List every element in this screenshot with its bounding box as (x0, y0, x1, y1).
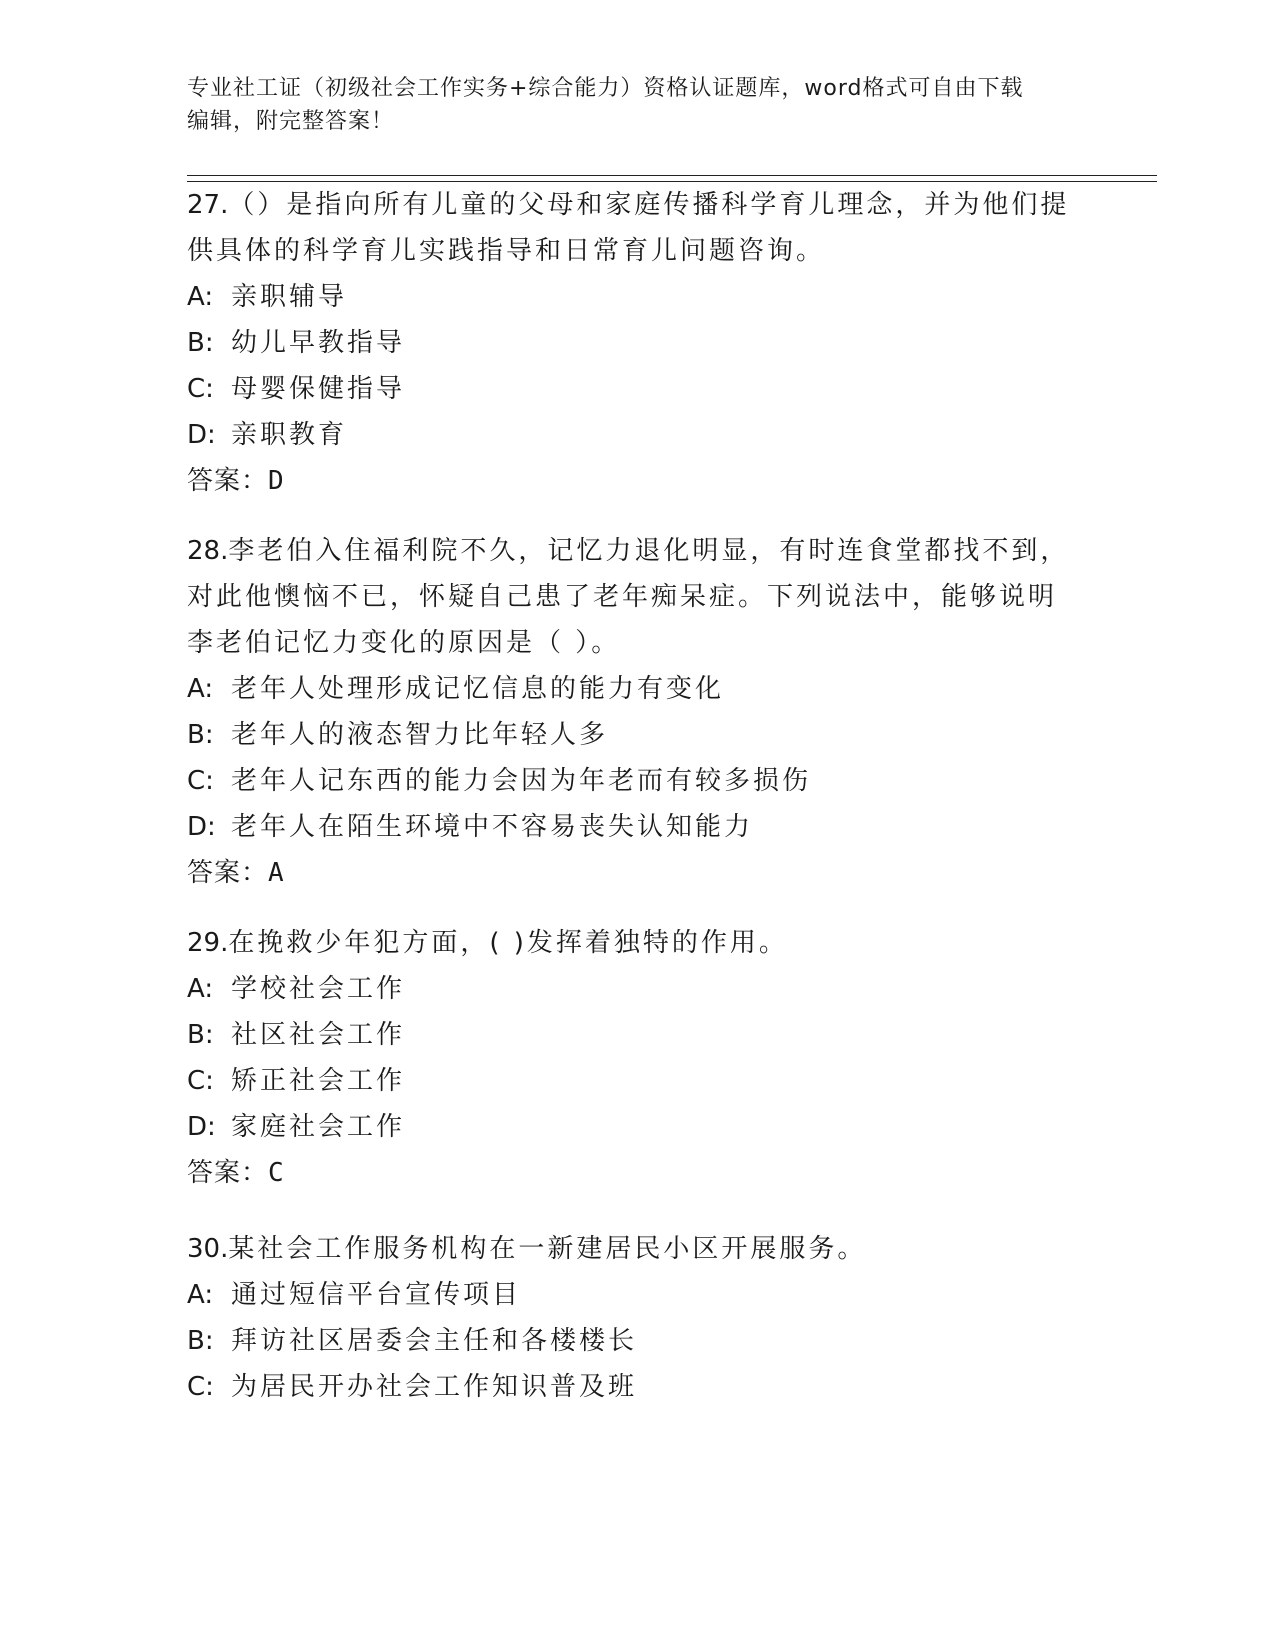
option-a (187, 966, 1087, 1012)
answer-line (187, 1150, 1087, 1196)
option-letter: B: (187, 720, 214, 750)
answer-label: 答案： (187, 466, 269, 496)
option-letter: B: (187, 328, 214, 358)
stem-line-3: 李老伯记忆力变化的原因是（ ）。 (187, 628, 621, 658)
option-letter: A: (187, 1280, 214, 1310)
answer-value: A (268, 858, 285, 888)
option-c (187, 758, 1087, 804)
header-divider-top (187, 175, 1157, 176)
option-text: 矫正社会工作 (231, 1066, 406, 1096)
option-d (187, 1104, 1087, 1150)
option-letter: C: (187, 1066, 214, 1096)
option-a (187, 666, 1087, 712)
stem-line-1 (187, 528, 1087, 574)
option-letter: D: (187, 1112, 216, 1142)
stem-line-2: 对此他懊恼不已，怀疑自己患了老年痴呆症。下列说法中，能够说明 (187, 582, 1058, 612)
question-30 (187, 1226, 1087, 1410)
option-letter: D: (187, 812, 216, 842)
option-letter: D: (187, 420, 216, 450)
option-a (187, 1272, 1087, 1318)
option-text: 亲职辅导 (231, 282, 348, 312)
answer-value: C (268, 1158, 285, 1188)
option-b (187, 712, 1087, 758)
option-d (187, 412, 1087, 458)
option-text: 老年人的液态智力比年轻人多 (231, 720, 609, 750)
option-text: 拜访社区居委会主任和各楼楼长 (231, 1326, 638, 1356)
stem-text: 李老伯入住福利院不久，记忆力退化明显，有时连食堂都找不到， (228, 536, 1070, 566)
stem-line-1 (187, 182, 1087, 228)
option-letter: C: (187, 1372, 214, 1402)
question-stem (187, 182, 1087, 274)
header-line-1: 专业社工证（初级社会工作实务+综合能力）资格认证题库，word格式可自由下载 (187, 76, 1024, 101)
question-stem (187, 528, 1087, 666)
question-stem (187, 920, 1087, 966)
option-c (187, 1364, 1087, 1410)
option-text: 老年人记东西的能力会因为年老而有较多损伤 (231, 766, 812, 796)
question-number: 27. (187, 190, 229, 220)
option-text: 通过短信平台宣传项目 (231, 1280, 522, 1310)
option-c (187, 366, 1087, 412)
stem-text: （）是指向所有儿童的父母和家庭传播科学育儿理念，并为他们提 (228, 190, 1070, 220)
option-text: 为居民开办社会工作知识普及班 (231, 1372, 638, 1402)
stem-line-1 (187, 1226, 1087, 1272)
option-text: 老年人在陌生环境中不容易丧失认知能力 (231, 812, 754, 842)
option-c (187, 1058, 1087, 1104)
option-text: 学校社会工作 (231, 974, 406, 1004)
option-b (187, 1012, 1087, 1058)
option-letter: A: (187, 974, 214, 1004)
option-letter: B: (187, 1020, 214, 1050)
answer-label: 答案： (187, 858, 269, 888)
option-letter: C: (187, 374, 214, 404)
option-letter: A: (187, 674, 214, 704)
option-text: 幼儿早教指导 (231, 328, 406, 358)
stem-line-1 (187, 920, 1087, 966)
question-number: 30. (187, 1234, 229, 1264)
option-b (187, 320, 1087, 366)
option-text: 社区社会工作 (231, 1020, 406, 1050)
answer-line (187, 850, 1087, 896)
question-stem (187, 1226, 1087, 1272)
option-letter: C: (187, 766, 214, 796)
stem-line-2: 供具体的科学育儿实践指导和日常育儿问题咨询。 (187, 236, 826, 266)
option-d (187, 804, 1087, 850)
question-number: 28. (187, 536, 229, 566)
stem-text: 某社会工作服务机构在一新建居民小区开展服务。 (228, 1234, 867, 1264)
question-28 (187, 528, 1087, 896)
option-text: 母婴保健指导 (231, 374, 406, 404)
question-27 (187, 182, 1087, 504)
answer-line (187, 458, 1087, 504)
question-number: 29. (187, 928, 229, 958)
option-letter: A: (187, 282, 214, 312)
header-line-2: 编辑，附完整答案！ (187, 109, 395, 134)
option-text: 家庭社会工作 (231, 1112, 406, 1142)
question-29 (187, 920, 1087, 1196)
document-header (187, 72, 1087, 138)
answer-value: D (268, 466, 285, 496)
option-text: 亲职教育 (231, 420, 348, 450)
option-b (187, 1318, 1087, 1364)
stem-text: 在挽救少年犯方面，( )发挥着独特的作用。 (228, 928, 788, 958)
option-letter: B: (187, 1326, 214, 1356)
option-a (187, 274, 1087, 320)
answer-label: 答案： (187, 1158, 269, 1188)
option-text: 老年人处理形成记忆信息的能力有变化 (231, 674, 725, 704)
